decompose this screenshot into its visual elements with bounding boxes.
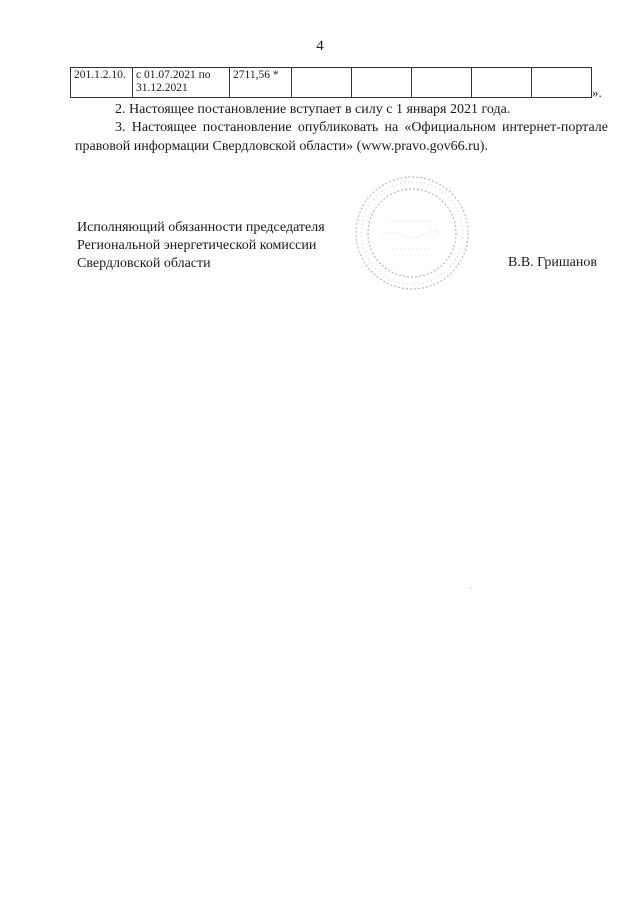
row-code-cell: 201.1.2.10. (71, 68, 133, 98)
signatory-name: В.В. Гришанов (508, 255, 597, 270)
paragraph-2: 2. Настоящее постановление вступает в силу с 1 января 2021 года. (115, 102, 511, 117)
row-value-cell: 2711,56 * (230, 68, 292, 98)
paragraph-3: 3. Настоящее постановление опубликовать на «Официальном интернет-портале правовой информации Свердловской области» (www.pravo.gov66.ru). (75, 120, 608, 154)
signatory-title-line: Исполняющий обязанности председателя (77, 220, 325, 235)
signatory-title-line: Свердловской области (77, 256, 211, 271)
signatory-title (77, 219, 325, 273)
empty-cell (292, 68, 352, 98)
page-number: 4 (316, 38, 324, 54)
closing-quote: ». (592, 85, 602, 100)
empty-cell (532, 68, 592, 98)
scan-speck (470, 587, 471, 588)
empty-cell (412, 68, 472, 98)
row-period-cell (133, 68, 230, 98)
tariff-table (70, 67, 592, 98)
period-start: с 01.07.2021 по (136, 69, 211, 81)
signatory-title-line: Региональной энергетической комиссии (77, 238, 317, 253)
empty-cell (472, 68, 532, 98)
empty-cell (352, 68, 412, 98)
official-seal (352, 173, 472, 293)
table-row (71, 68, 592, 98)
period-end: 31.12.2021 (136, 82, 188, 94)
